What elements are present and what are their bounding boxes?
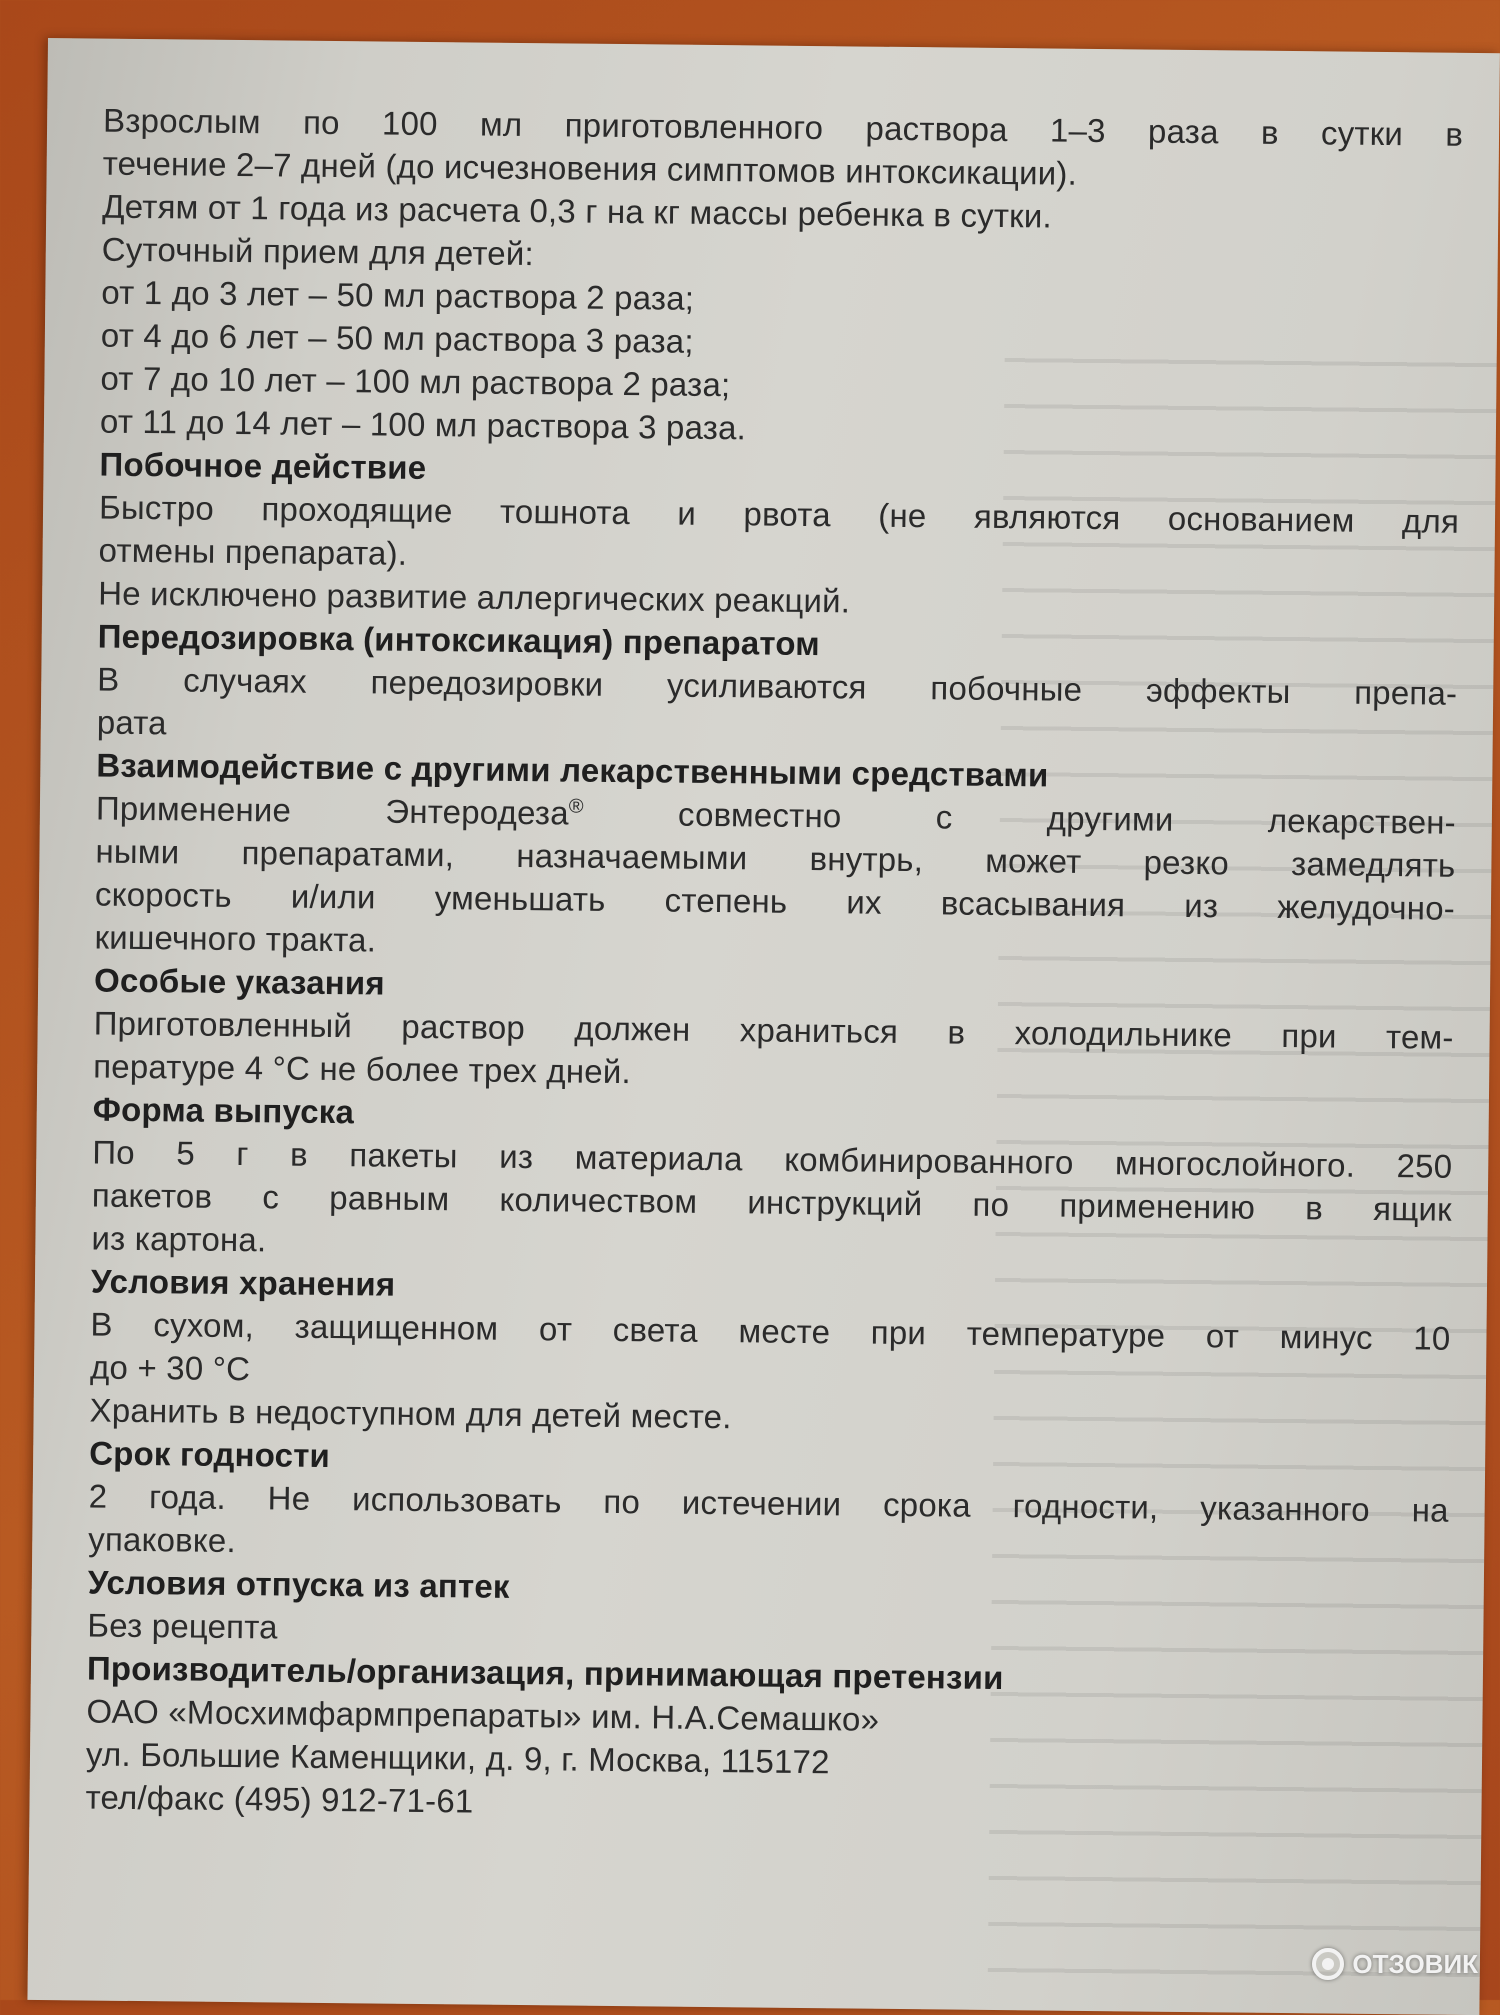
otzovik-logo-icon xyxy=(1312,1948,1344,1980)
line-text: Передозировка (интоксикация) препаратом xyxy=(97,617,821,663)
line-text: Побочное действие xyxy=(99,445,427,486)
line-text: от 11 до 14 лет – 100 мл раствора 3 раза. xyxy=(99,402,747,447)
line-text: Не исключено развитие аллергических реакций. xyxy=(97,574,851,620)
line-text: Производитель/организация, принимающая претензии xyxy=(86,1649,1004,1697)
line-text: Приготовленный раствор должен храниться в холодильнике при тем- xyxy=(93,1004,1454,1056)
line-text: Детям от 1 года из расчета 0,3 г на кг массы ребенка в сутки. xyxy=(102,187,1053,235)
line-text: Хранить в недоступном для детей месте. xyxy=(89,1391,732,1436)
line-text: В сухом, защищенном от света месте при температуре от минус 10 xyxy=(90,1305,1451,1357)
leaflet-text xyxy=(85,99,1463,1833)
line-text: В случаях передозировки усиливаются побочные эффекты препа- xyxy=(97,660,1458,712)
line-text: Взрослым по 100 мл приготовленного раствора 1–3 раза в сутки в xyxy=(102,101,1464,153)
line-text: кишечного тракта. xyxy=(94,918,377,959)
watermark-text: ОТЗОВИК xyxy=(1352,1948,1478,1979)
line-text: Форма выпуска xyxy=(92,1090,355,1131)
instruction-leaflet xyxy=(27,38,1499,2015)
line-text: отмены препарата). xyxy=(98,531,408,572)
line-text: пакетов с равным количеством инструкций по применению в ящик xyxy=(91,1176,1453,1228)
line-text: пературе 4 °С не более трех дней. xyxy=(93,1047,632,1091)
line-text: до + 30 °С xyxy=(89,1348,251,1388)
line-text: Особые указания xyxy=(93,961,386,1002)
line-text: ными препаратами, назначаемыми внутрь, может резко замедлять xyxy=(95,832,1456,884)
line-text: из картона. xyxy=(91,1219,267,1259)
line-text-continued: совместно с другими лекарствен- xyxy=(583,794,1457,841)
line-text: Быстро проходящие тошнота и рвота (не являются основанием для xyxy=(98,488,1460,540)
line-text: ОАО «Мосхимфармпрепараты» им. Н.А.Семашко» xyxy=(86,1692,880,1738)
line-text: Суточный прием для детей: xyxy=(101,230,535,273)
line-text: скорость и/или уменьшать степень их всасывания из желудочно- xyxy=(94,875,1456,927)
line-text: тел/факс (495) 912-71-61 xyxy=(85,1778,474,1820)
line-text: По 5 г в пакеты из материала комбинированного многослойного. 250 xyxy=(92,1133,1453,1185)
line-text: Без рецепта xyxy=(87,1606,278,1646)
line-text: от 1 до 3 лет – 50 мл раствора 2 раза; xyxy=(101,273,695,317)
line-text: упаковке. xyxy=(88,1520,237,1560)
line-text: ул. Большие Каменщики, д. 9, г. Москва, 115172 xyxy=(85,1735,830,1781)
line-text: Условия отпуска из аптек xyxy=(87,1563,510,1605)
line-text: рата xyxy=(96,703,167,742)
line-text: Условия хранения xyxy=(90,1262,396,1303)
line-text: Срок годности xyxy=(88,1434,331,1475)
site-watermark xyxy=(1312,1948,1478,1980)
line-text: Взаимодействие с другими лекарственными средствами xyxy=(96,746,1049,794)
line-text: от 4 до 6 лет – 50 мл раствора 3 раза; xyxy=(100,316,694,360)
line-text: от 7 до 10 лет – 100 мл раствора 2 раза; xyxy=(100,359,731,404)
line-text: Применение Энтеродеза xyxy=(95,789,569,832)
line-text: течение 2–7 дней (до исчезновения симптомов интоксикации). xyxy=(102,144,1078,192)
registered-mark: ® xyxy=(568,795,584,818)
line-text: 2 года. Не использовать по истечении срока годности, указанного на xyxy=(88,1477,1449,1529)
